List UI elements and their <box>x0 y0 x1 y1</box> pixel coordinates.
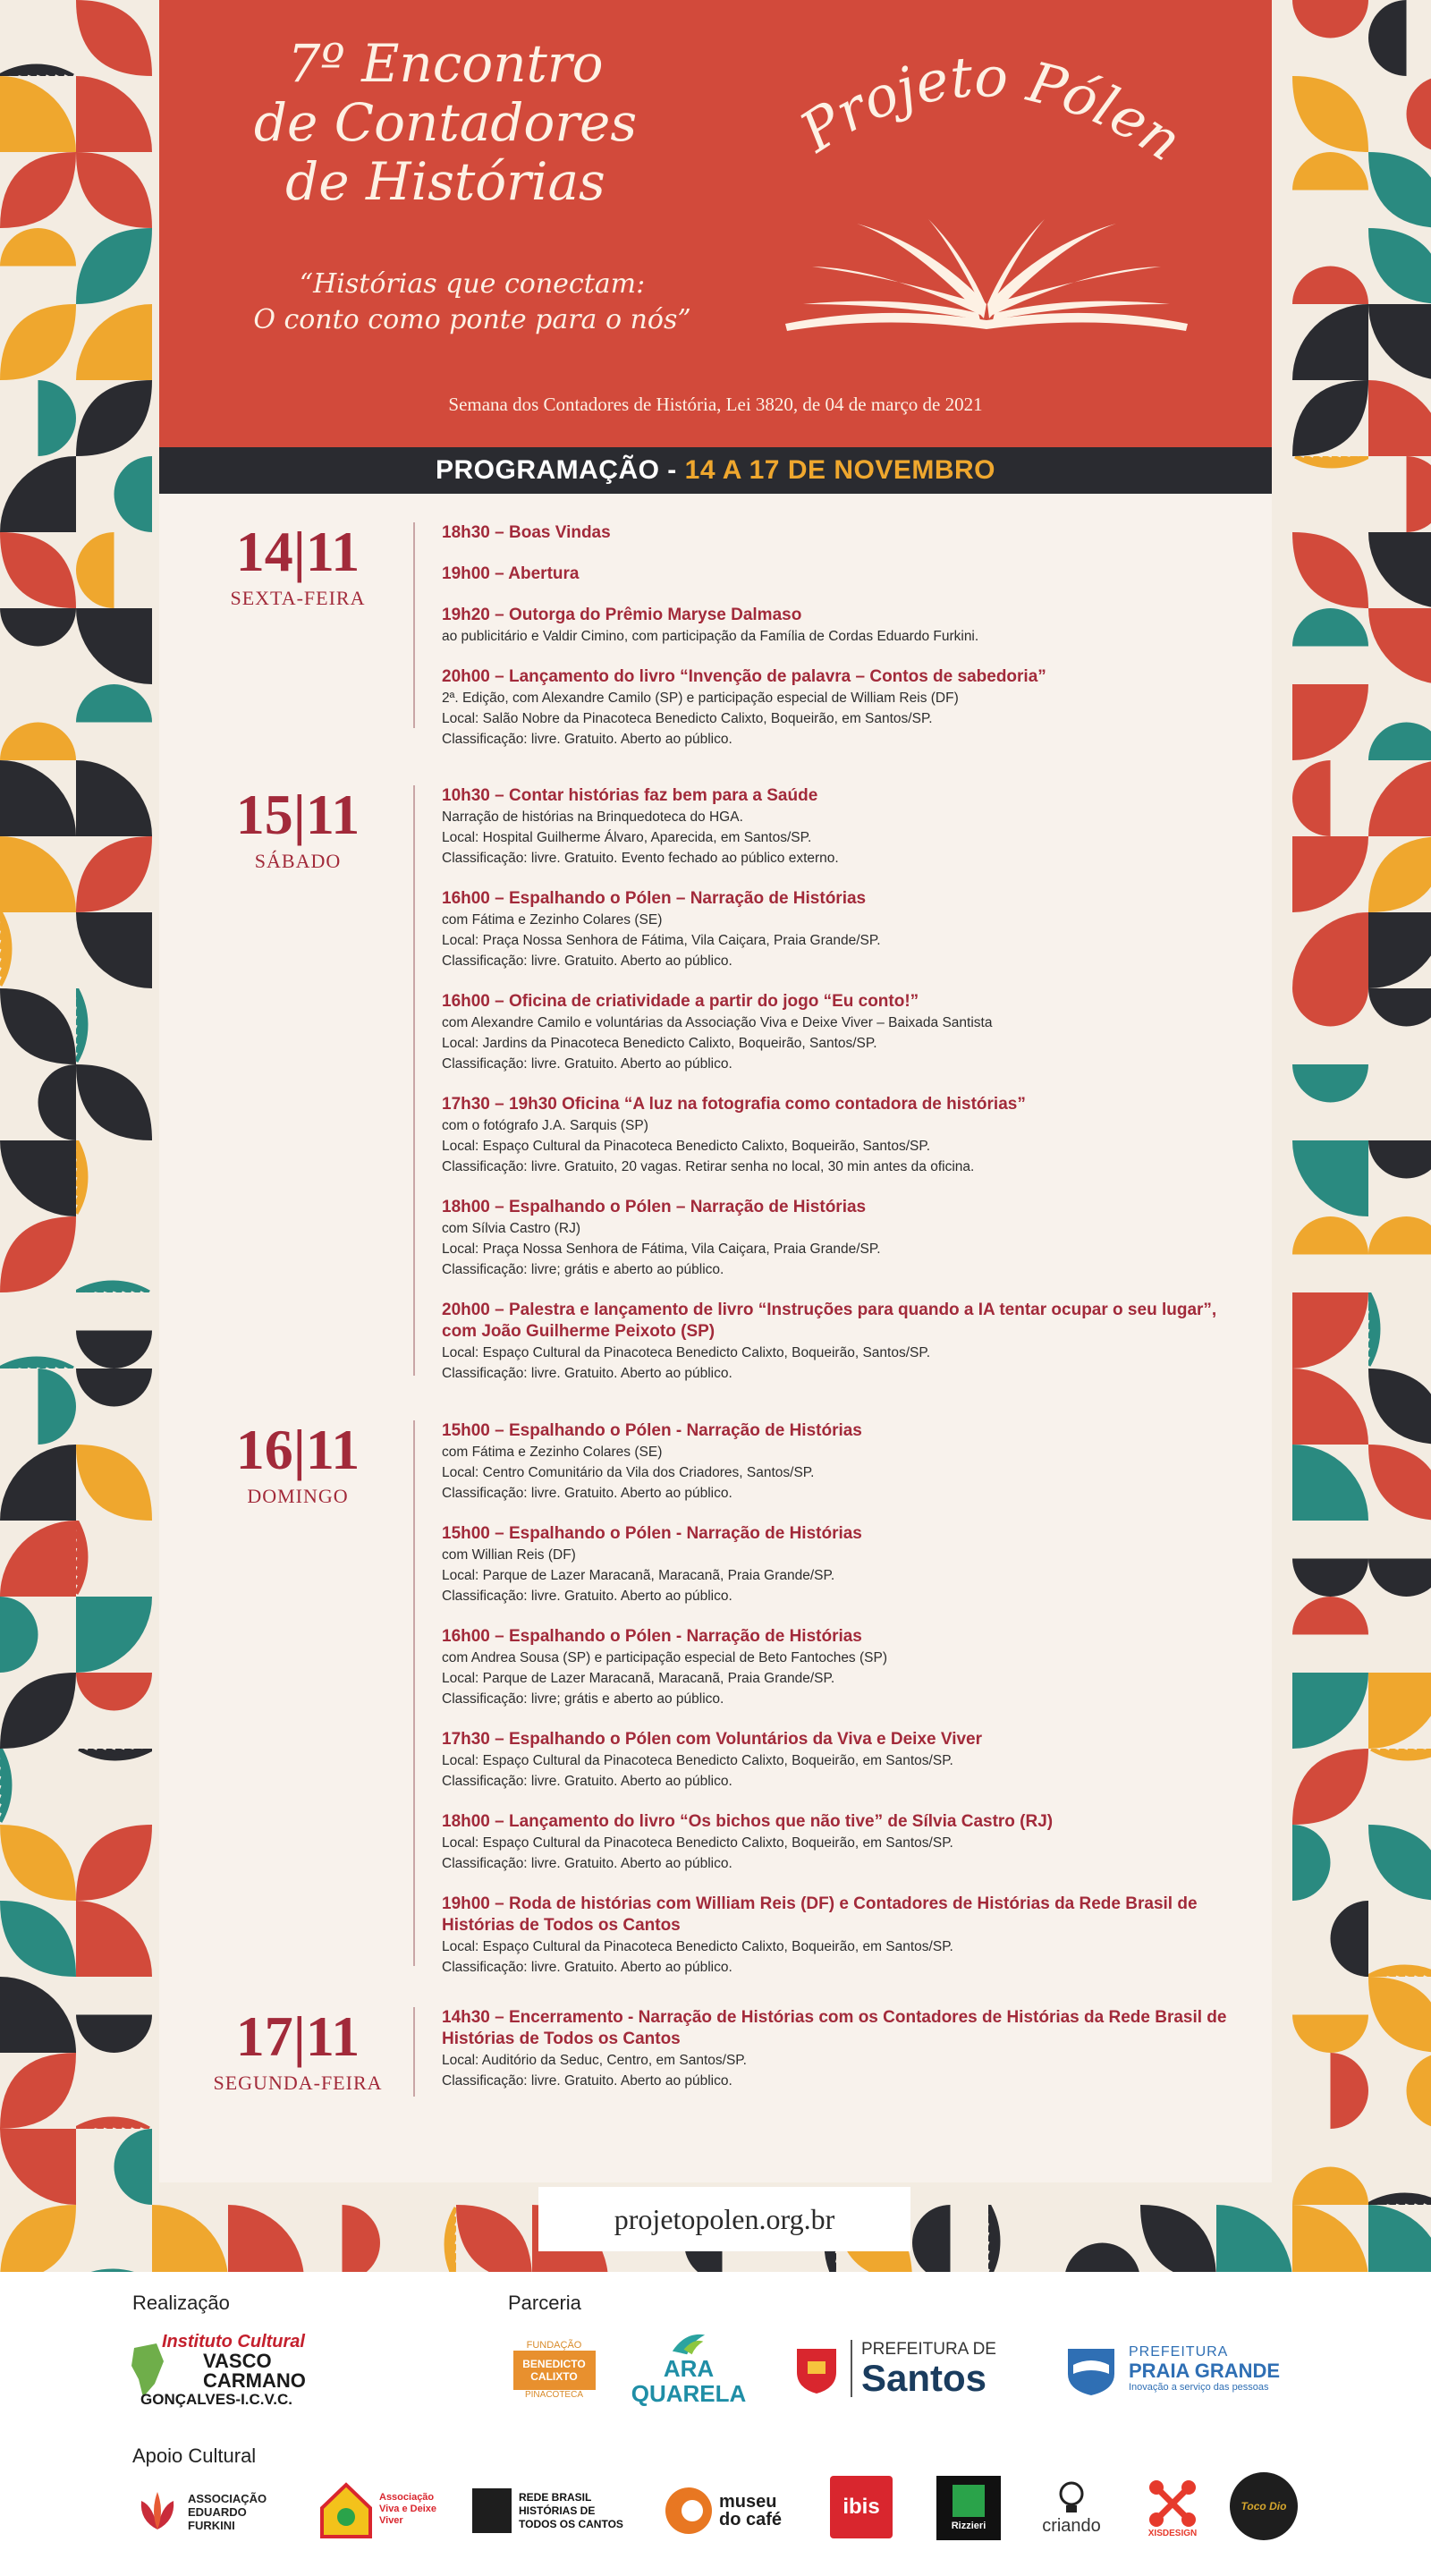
pattern-tile <box>0 2205 76 2272</box>
pattern-tile <box>1292 1749 1368 1825</box>
pattern-tile <box>0 304 76 380</box>
day-date: 16|11 <box>235 1418 360 1481</box>
pattern-tile <box>76 912 152 988</box>
pattern-tile <box>1292 1597 1368 1673</box>
event-title: 14h30 – Encerramento - Narração de Histórias com os Contadores de Histórias da Rede Brasil de Histórias de Todos os Cantos <box>442 2008 1227 2048</box>
pattern-tile <box>76 304 152 380</box>
pattern-tile <box>76 1673 152 1749</box>
pattern-tile <box>0 1749 76 1825</box>
event-title: 7º Encontro de Contadores de Histórias <box>253 33 638 212</box>
pattern-tile <box>1368 532 1431 608</box>
pattern-tile <box>304 2205 380 2272</box>
day-name: DOMINGO <box>247 1485 349 1507</box>
santos-crest-icon <box>792 2342 842 2395</box>
logo-viva-deixe-viver: Associação Viva e Deixe Viver <box>315 2469 440 2549</box>
event-detail: Classificação: livre. Gratuito. Aberto ao público. <box>442 732 732 747</box>
pattern-tile <box>0 2053 76 2129</box>
pattern-tile <box>1368 1064 1431 1140</box>
day-date: 14|11 <box>235 520 360 583</box>
event-detail: Classificação: livre. Gratuito. Aberto ao público. <box>442 1589 732 1604</box>
pattern-tile <box>0 608 76 684</box>
pattern-tile <box>76 76 152 152</box>
event-title: 18h30 – Boas Vindas <box>442 523 611 542</box>
pattern-tile <box>1368 2205 1431 2272</box>
pattern-tile <box>1368 2129 1431 2205</box>
day-name: SÁBADO <box>254 850 342 872</box>
pattern-tile <box>76 2205 152 2272</box>
day-name: SEXTA-FEIRA <box>230 587 366 609</box>
pattern-tile <box>1292 912 1368 988</box>
program-bar <box>159 447 1272 494</box>
logo-araquarela: ARA QUARELA <box>626 2330 751 2406</box>
event-item <box>442 1894 1229 1978</box>
pattern-tile <box>456 2205 532 2272</box>
pattern-tile <box>1292 2053 1368 2129</box>
pattern-tile <box>76 1521 152 1597</box>
pattern-tile <box>1368 456 1431 532</box>
event-detail: Local: Espaço Cultural da Pinacoteca Benedicto Calixto, Boqueirão, em Santos/SP. <box>442 1939 953 1954</box>
pattern-tile <box>76 532 152 608</box>
pattern-tile <box>0 532 76 608</box>
pattern-tile <box>1368 988 1431 1064</box>
event-detail: Classificação: livre; grátis e aberto ao público. <box>442 1262 724 1277</box>
pattern-tile <box>1368 1521 1431 1597</box>
pattern-tile <box>1368 304 1431 380</box>
event-item <box>442 1811 1229 1874</box>
event-item <box>442 1729 1229 1792</box>
program-dates: 14 A 17 DE NOVEMBRO <box>684 455 996 485</box>
apoio-label: Apoio Cultural <box>132 2445 257 2467</box>
event-detail: ao publicitário e Valdir Cimino, com participação da Família de Cordas Eduardo Furkini. <box>442 629 979 644</box>
pattern-tile <box>1368 1445 1431 1521</box>
pattern-tile <box>1368 684 1431 760</box>
event-detail: Classificação: livre. Gratuito. Aberto ao público. <box>442 953 732 969</box>
pattern-tile <box>1368 760 1431 836</box>
event-detail: com Andrea Sousa (SP) e participação especial de Beto Fantoches (SP) <box>442 1650 887 1665</box>
pattern-tile <box>1292 76 1368 152</box>
bird-icon <box>669 2330 708 2356</box>
pattern-tile <box>76 760 152 836</box>
pattern-tile <box>76 1368 152 1445</box>
event-detail: Classificação: livre; grátis e aberto ao público. <box>442 1691 724 1707</box>
pattern-tile <box>76 1749 152 1825</box>
event-detail: Classificação: livre. Gratuito. Aberto ao público. <box>442 1056 732 1072</box>
event-detail: com o fotógrafo J.A. Sarquis (SP) <box>442 1118 648 1133</box>
day-block <box>159 1420 1272 2011</box>
pattern-tile <box>1368 836 1431 912</box>
pattern-tile <box>0 2129 76 2205</box>
pattern-tile <box>0 1368 76 1445</box>
pattern-tile <box>0 380 76 456</box>
svg-text:Projeto Pólen <box>788 44 1193 174</box>
pattern-tile <box>1292 836 1368 912</box>
pattern-tile <box>1292 608 1368 684</box>
rizzieri-icon <box>953 2485 985 2517</box>
event-detail: Local: Praça Nossa Senhora de Fátima, Vila Caiçara, Praia Grande/SP. <box>442 933 881 948</box>
event-item <box>442 888 1229 971</box>
pattern-tile <box>76 836 152 912</box>
event-title: 19h00 – Roda de histórias com William Reis (DF) e Contadores de Histórias da Rede Brasil de Histórias de Todos os Cantos <box>442 1894 1198 1935</box>
event-title: 16h00 – Espalhando o Pólen – Narração de Histórias <box>442 889 867 908</box>
event-detail: Classificação: livre. Gratuito, 20 vagas. Retirar senha no local, 30 min antes da oficina. <box>442 1159 975 1174</box>
pattern-tile <box>1292 1521 1368 1597</box>
lightbulb-icon <box>1056 2480 1087 2516</box>
pattern-tile <box>1292 1901 1368 1977</box>
day-events <box>442 785 1229 1403</box>
event-item <box>442 991 1229 1074</box>
day-block <box>159 785 1272 1402</box>
day-name: SEGUNDA-FEIRA <box>213 2072 383 2094</box>
pattern-tile <box>76 684 152 760</box>
coffee-cup-icon <box>664 2486 714 2536</box>
event-title: 19h00 – Abertura <box>442 564 580 583</box>
day-divider <box>413 522 415 728</box>
pattern-tile <box>1292 1216 1368 1292</box>
pattern-tile <box>1292 380 1368 456</box>
pattern-tile <box>76 152 152 228</box>
pattern-tile <box>1292 1673 1368 1749</box>
pattern-tile <box>0 152 76 228</box>
pattern-tile <box>0 1216 76 1292</box>
footer-sponsors <box>0 2272 1431 2576</box>
pattern-tile <box>1368 152 1431 228</box>
event-item <box>442 1094 1229 1177</box>
pattern-tile <box>1368 0 1431 76</box>
logo-prefeitura-santos: PREFEITURA DE Santos <box>792 2334 1024 2402</box>
day-label <box>159 785 436 873</box>
pattern-tile <box>912 2205 988 2272</box>
pattern-tile <box>1292 152 1368 228</box>
event-item <box>442 605 1229 647</box>
pattern-tile <box>76 608 152 684</box>
logo-text: Projeto Pólen <box>788 43 1194 174</box>
pattern-tile <box>0 1064 76 1140</box>
pattern-tile <box>1292 1140 1368 1216</box>
event-detail: Local: Parque de Lazer Maracanã, Maracanã, Praia Grande/SP. <box>442 1568 835 1583</box>
logo-eduardo-furkini: ASSOCIAÇÃO EDUARDO FURKINI <box>131 2476 283 2547</box>
pattern-tile <box>0 1140 76 1216</box>
day-divider <box>413 1420 415 1966</box>
pattern-tile <box>1368 1901 1431 1977</box>
pattern-tile <box>1368 1673 1431 1749</box>
pattern-tile <box>0 76 76 152</box>
pattern-tile <box>76 2053 152 2129</box>
pattern-tile <box>380 2205 456 2272</box>
pattern-tile <box>1292 1825 1368 1901</box>
pattern-tile <box>1292 456 1368 532</box>
pattern-tile <box>0 1597 76 1673</box>
event-title: 15h00 – Espalhando o Pólen - Narração de Histórias <box>442 1421 862 1440</box>
day-divider <box>413 2007 415 2097</box>
event-detail: Classificação: livre. Gratuito. Aberto ao público. <box>442 1486 732 1501</box>
event-title: 17h30 – Espalhando o Pólen com Voluntários da Viva e Deixe Viver <box>442 1730 983 1749</box>
pattern-tile <box>1368 2053 1431 2129</box>
day-events <box>442 1420 1229 1997</box>
pattern-tile <box>988 2205 1064 2272</box>
pattern-tile <box>1368 1825 1431 1901</box>
day-divider <box>413 785 415 1376</box>
pattern-tile <box>1368 1749 1431 1825</box>
schedule-panel <box>159 494 1272 2182</box>
pattern-tile <box>76 1445 152 1521</box>
event-detail: Classificação: livre. Gratuito. Aberto ao público. <box>442 1774 732 1789</box>
projeto-polen-logo <box>749 36 1224 340</box>
event-detail: Local: Centro Comunitário da Vila dos Criadores, Santos/SP. <box>442 1465 815 1480</box>
pattern-tile <box>76 1140 152 1216</box>
event-detail: Local: Espaço Cultural da Pinacoteca Benedicto Calixto, Boqueirão, Santos/SP. <box>442 1139 930 1154</box>
event-item <box>442 1197 1229 1280</box>
logo-xisdesign: XISDESIGN <box>1132 2472 1213 2544</box>
pattern-tile <box>1292 2129 1368 2205</box>
logo-rizzieri: Rizzieri <box>936 2476 1001 2540</box>
pattern-tile <box>1216 2205 1292 2272</box>
pattern-tile <box>1292 988 1368 1064</box>
event-item <box>442 666 1229 750</box>
pattern-tile <box>76 228 152 304</box>
pattern-tile <box>1368 1977 1431 2053</box>
website-link[interactable]: projetopolen.org.br <box>538 2187 910 2251</box>
praia-grande-crest-icon <box>1063 2340 1120 2397</box>
pattern-tile <box>1368 608 1431 684</box>
event-title: 18h00 – Espalhando o Pólen – Narração de Histórias <box>442 1198 867 1216</box>
event-detail: com Willian Reis (DF) <box>442 1547 576 1563</box>
pattern-tile <box>0 1977 76 2053</box>
event-title: 10h30 – Contar histórias faz bem para a Saúde <box>442 786 818 805</box>
x-logo-icon <box>1147 2479 1198 2529</box>
pattern-tile <box>1292 1977 1368 2053</box>
pattern-tile <box>1292 684 1368 760</box>
pattern-tile <box>0 0 76 76</box>
pattern-tile <box>1368 1216 1431 1292</box>
pattern-tile <box>1292 1445 1368 1521</box>
day-label <box>159 522 436 610</box>
logo-criando: criando <box>1027 2472 1116 2544</box>
pattern-tile <box>1064 2205 1140 2272</box>
pattern-tile <box>0 1673 76 1749</box>
event-detail: com Fátima e Zezinho Colares (SE) <box>442 912 663 928</box>
program-label: PROGRAMAÇÃO - <box>435 455 677 485</box>
logo-museu-do-cafe: museu do café <box>664 2479 798 2542</box>
pattern-tile <box>1292 228 1368 304</box>
event-item <box>442 564 1229 585</box>
pattern-tile <box>76 988 152 1064</box>
event-item <box>442 2007 1229 2091</box>
logo-toco-dio: Toco Dio <box>1230 2472 1298 2540</box>
logo-prefeitura-praia-grande: PREFEITURA PRAIA GRANDE Inovação a serviço das pessoas <box>1063 2334 1295 2402</box>
pattern-tile <box>76 1825 152 1901</box>
pattern-tile <box>1368 380 1431 456</box>
pattern-tile <box>1292 532 1368 608</box>
event-detail: Classificação: livre. Gratuito. Aberto ao público. <box>442 1366 732 1381</box>
event-detail: Local: Espaço Cultural da Pinacoteca Benedicto Calixto, Boqueirão, em Santos/SP. <box>442 1753 953 1768</box>
event-detail: Local: Parque de Lazer Maracanã, Maracanã, Praia Grande/SP. <box>442 1671 835 1686</box>
pattern-tile <box>0 1521 76 1597</box>
day-date: 17|11 <box>235 2004 360 2068</box>
pattern-tile <box>0 228 76 304</box>
event-detail: Classificação: livre. Gratuito. Aberto ao público. <box>442 1856 732 1871</box>
header-banner <box>159 0 1272 447</box>
lotus-icon <box>131 2485 184 2538</box>
pattern-tile <box>1368 1140 1431 1216</box>
event-detail: Local: Auditório da Seduc, Centro, em Santos/SP. <box>442 2053 747 2068</box>
event-title: 16h00 – Oficina de criatividade a partir do jogo “Eu conto!” <box>442 992 919 1011</box>
pattern-tile <box>0 456 76 532</box>
pattern-tile <box>76 380 152 456</box>
event-title: 16h00 – Espalhando o Pólen - Narração de Histórias <box>442 1627 862 1646</box>
event-item <box>442 1420 1229 1504</box>
pattern-tile <box>76 1901 152 1977</box>
pattern-tile <box>0 684 76 760</box>
event-detail: Classificação: livre. Gratuito. Aberto ao público. <box>442 1960 732 1975</box>
event-detail: Local: Espaço Cultural da Pinacoteca Benedicto Calixto, Boqueirão, Santos/SP. <box>442 1345 930 1360</box>
event-item <box>442 522 1229 544</box>
event-tagline: “Histórias que conectam: O conto como ponte para o nós” <box>253 268 691 335</box>
pattern-tile <box>1140 2205 1216 2272</box>
event-detail: Local: Espaço Cultural da Pinacoteca Benedicto Calixto, Boqueirão, em Santos/SP. <box>442 1835 953 1851</box>
event-title: 15h00 – Espalhando o Pólen - Narração de Histórias <box>442 1524 862 1543</box>
pattern-tile <box>0 912 76 988</box>
pattern-tile <box>76 1597 152 1673</box>
pattern-tile <box>0 1292 76 1368</box>
event-title: 20h00 – Lançamento do livro “Invenção de palavra – Contos de sabedoria” <box>442 667 1046 686</box>
pattern-tile <box>1292 760 1368 836</box>
pattern-tile <box>1368 228 1431 304</box>
pattern-tile <box>0 760 76 836</box>
event-detail: Local: Praça Nossa Senhora de Fátima, Vila Caiçara, Praia Grande/SP. <box>442 1241 881 1257</box>
event-title: 20h00 – Palestra e lançamento de livro “Instruções para quando a IA tentar ocupar o seu lugar”, com João Guilherme Peixoto (SP) <box>442 1301 1217 1341</box>
pattern-tile <box>228 2205 304 2272</box>
pattern-tile <box>76 1292 152 1368</box>
pattern-tile <box>1368 1597 1431 1673</box>
pattern-tile <box>1292 1292 1368 1368</box>
logo-rede-brasil: REDE BRASIL HISTÓRIAS DE TODOS OS CANTOS <box>472 2479 642 2542</box>
logo-benedicto-calixto: FUNDAÇÃO BENEDICTO CALIXTO PINACOTECA <box>512 2327 597 2412</box>
pattern-tile <box>76 1216 152 1292</box>
day-events <box>442 2007 1229 2111</box>
law-reference: Semana dos Contadores de História, Lei 3820, de 04 de março de 2021 <box>448 394 983 415</box>
house-icon <box>315 2478 377 2540</box>
event-detail: 2ª. Edição, com Alexandre Camilo (SP) e participação especial de William Reis (DF) <box>442 691 959 706</box>
event-detail: com Alexandre Camilo e voluntárias da Associação Viva e Deixe Viver – Baixada Santista <box>442 1015 993 1030</box>
event-detail: Local: Hospital Guilherme Álvaro, Aparecida, em Santos/SP. <box>442 830 812 845</box>
event-title: 17h30 – 19h30 Oficina “A luz na fotografia como contadora de histórias” <box>442 1095 1026 1114</box>
event-detail: Narração de histórias na Brinquedoteca do HGA. <box>442 809 743 825</box>
event-title: 18h00 – Lançamento do livro “Os bichos que não tive” de Sílvia Castro (RJ) <box>442 1812 1054 1831</box>
day-events <box>442 522 1229 769</box>
pattern-tile <box>1368 1368 1431 1445</box>
event-detail: com Fátima e Zezinho Colares (SE) <box>442 1445 663 1460</box>
pattern-tile <box>1292 304 1368 380</box>
open-book-icon <box>785 219 1188 331</box>
day-block <box>159 2004 1272 2141</box>
pattern-tile <box>0 1901 76 1977</box>
event-detail: Local: Jardins da Pinacoteca Benedicto Calixto, Boqueirão, Santos/SP. <box>442 1036 877 1051</box>
pattern-tile <box>76 2129 152 2205</box>
logo-icvc: Instituto Cultural VASCO CARMANO GONÇALVES-I.C.V.C. <box>130 2326 326 2415</box>
pattern-tile <box>0 988 76 1064</box>
day-block <box>159 522 1272 764</box>
pattern-tile <box>0 1445 76 1521</box>
event-detail: Local: Salão Nobre da Pinacoteca Benedicto Calixto, Boqueirão, em Santos/SP. <box>442 711 933 726</box>
rede-brasil-icon <box>472 2488 512 2533</box>
event-item <box>442 1626 1229 1709</box>
pattern-tile <box>76 1064 152 1140</box>
pattern-tile <box>76 0 152 76</box>
pattern-tile <box>0 1825 76 1901</box>
realizacao-label: Realização <box>132 2292 230 2314</box>
day-label <box>159 2004 436 2095</box>
event-item <box>442 1300 1229 1384</box>
pattern-tile <box>1368 76 1431 152</box>
pattern-tile <box>76 456 152 532</box>
pattern-tile <box>76 1977 152 2053</box>
parceria-label: Parceria <box>508 2292 581 2314</box>
pattern-tile <box>1292 1064 1368 1140</box>
pattern-tile <box>1292 2205 1368 2272</box>
logo-ibis: ibis <box>830 2476 893 2538</box>
event-title: 19h20 – Outorga do Prêmio Maryse Dalmaso <box>442 606 802 624</box>
event-item <box>442 785 1229 869</box>
event-detail: com Sílvia Castro (RJ) <box>442 1221 581 1236</box>
pattern-tile <box>1368 912 1431 988</box>
event-detail: Classificação: livre. Gratuito. Aberto ao público. <box>442 2073 732 2089</box>
pattern-tile <box>1292 0 1368 76</box>
event-detail: Classificação: livre. Gratuito. Evento fechado ao público externo. <box>442 851 839 866</box>
event-item <box>442 1523 1229 1606</box>
pattern-tile <box>1292 1368 1368 1445</box>
pattern-tile <box>0 836 76 912</box>
day-date: 15|11 <box>235 783 360 846</box>
pattern-tile <box>152 2205 228 2272</box>
day-label <box>159 1420 436 1508</box>
pattern-tile <box>1368 1292 1431 1368</box>
